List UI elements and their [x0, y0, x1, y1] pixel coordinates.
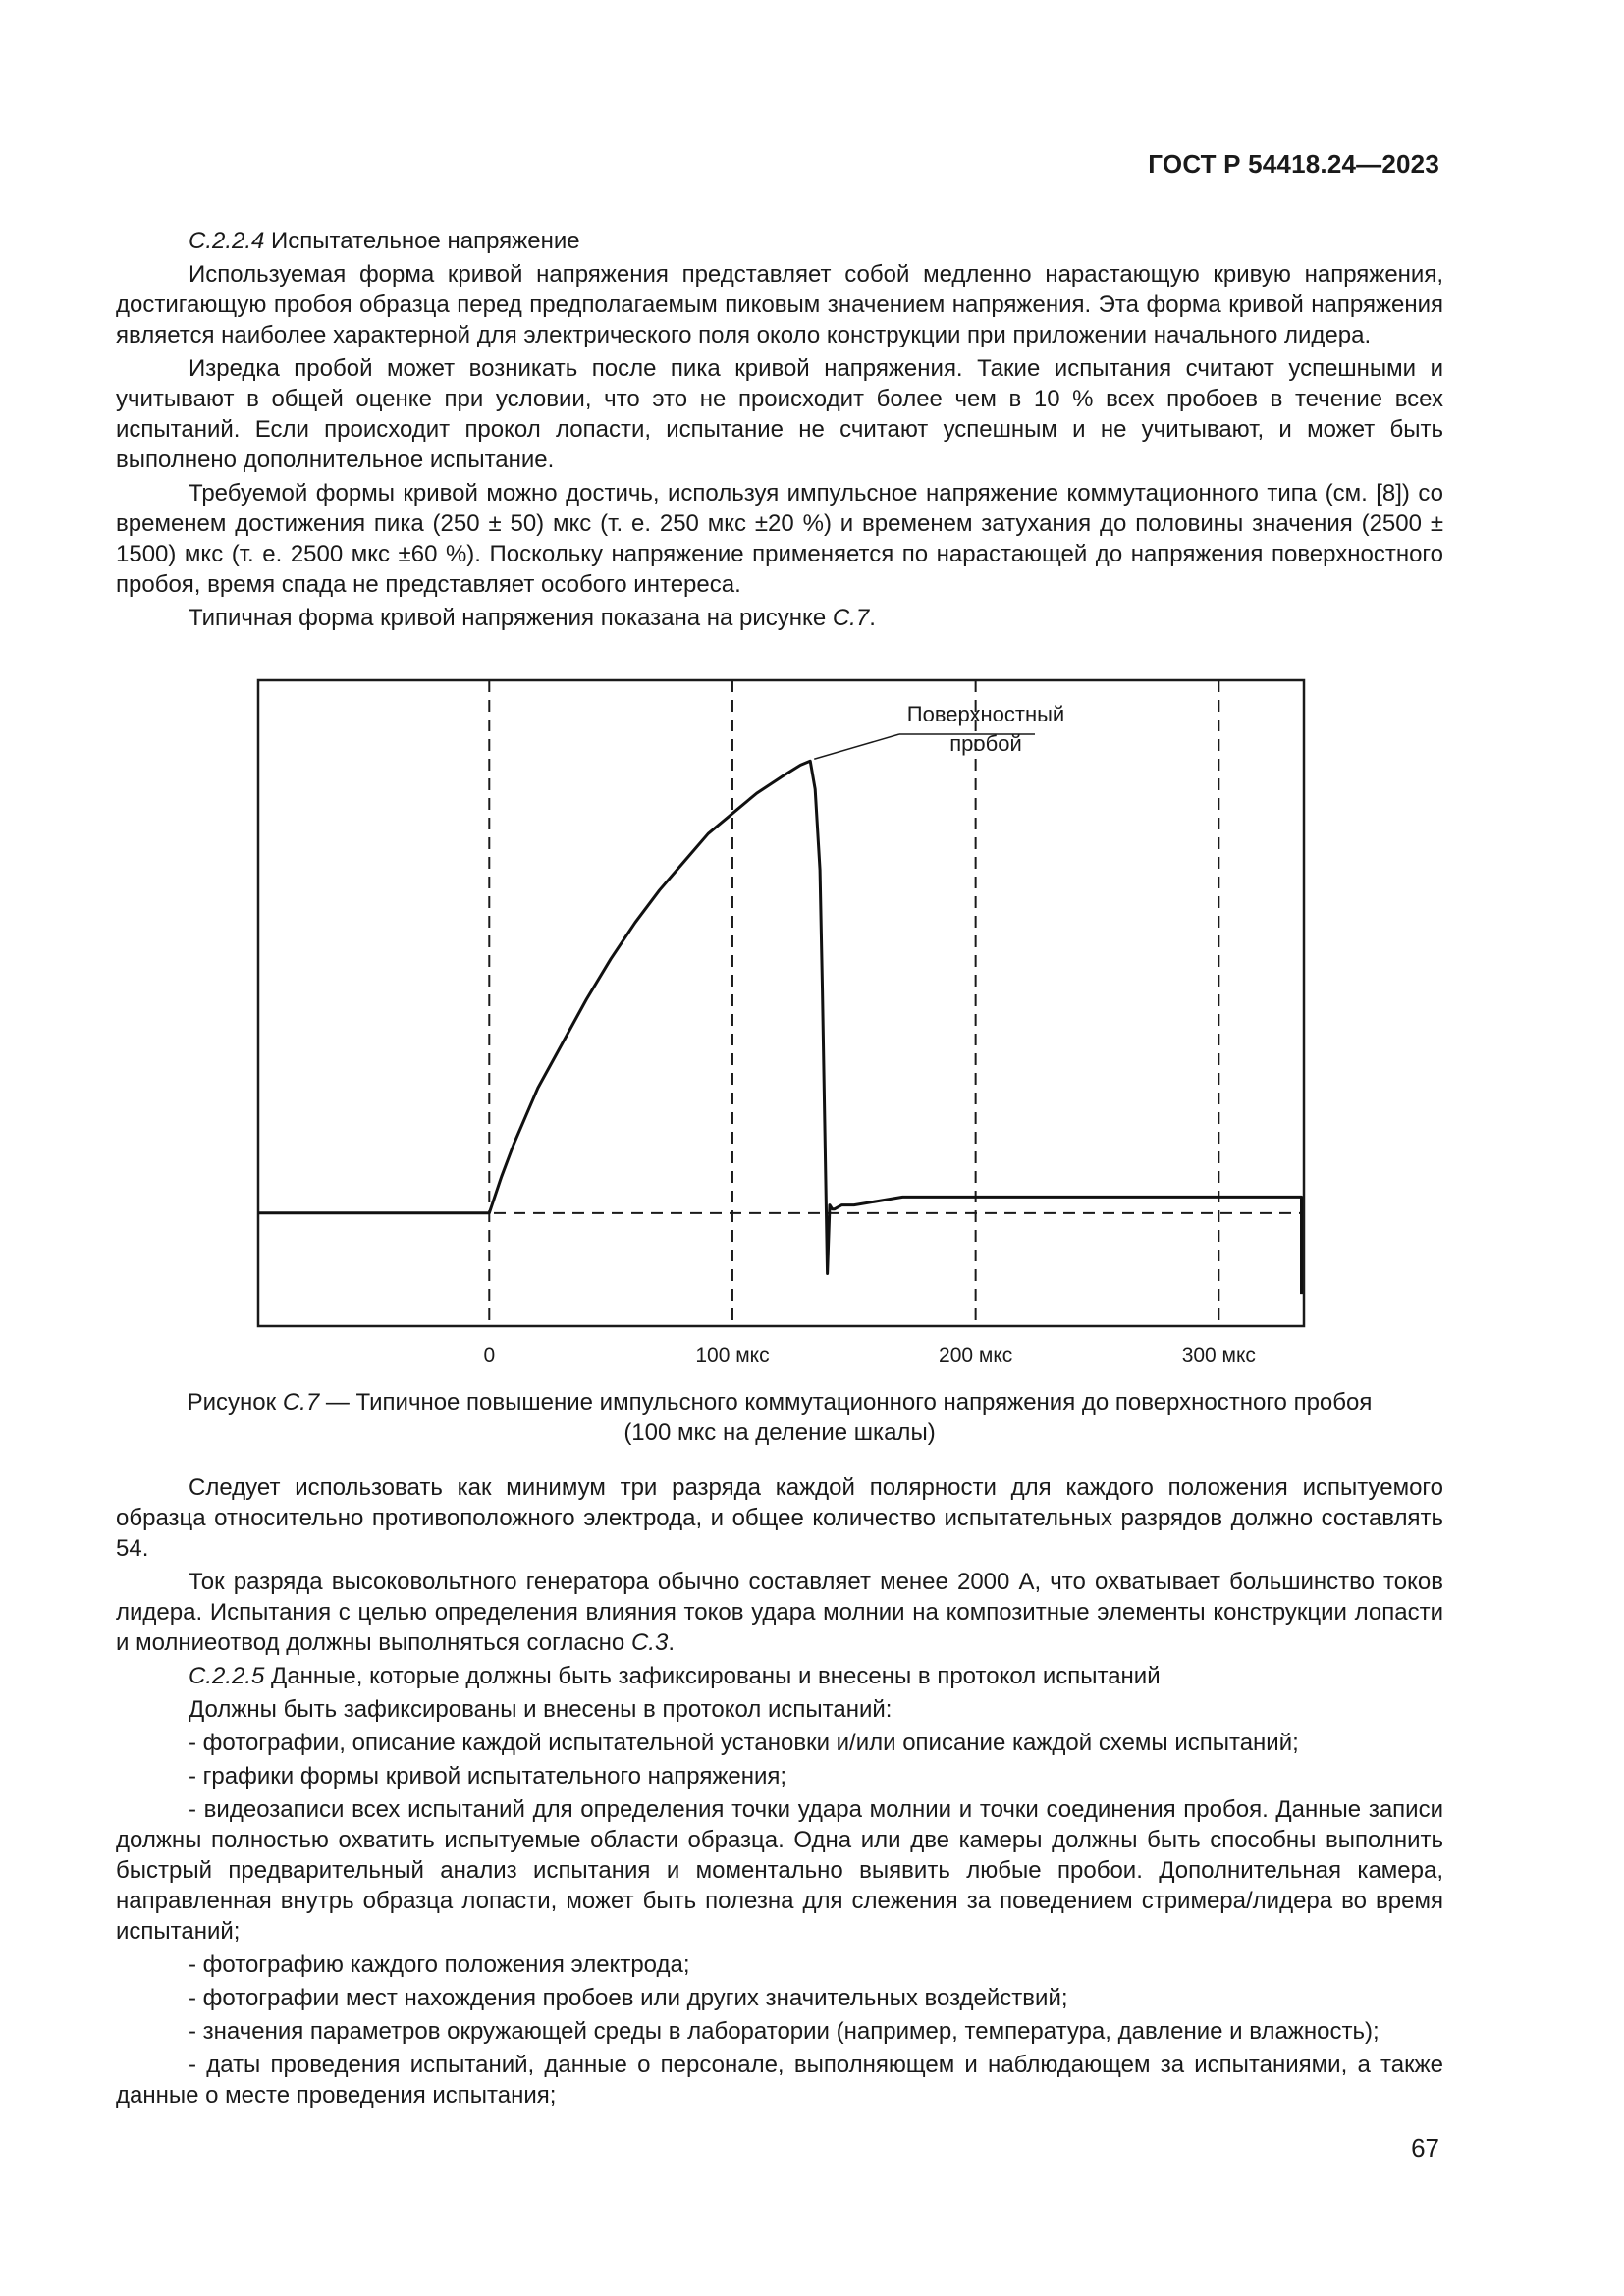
list-item: - фотографии, описание каждой испытательной установки и/или описание каждой схемы испытаний;: [189, 1730, 1299, 1756]
annotation-line1: Поверхностный: [906, 702, 1065, 726]
section-number: С.2.2.4: [189, 228, 265, 254]
figure-caption: [116, 1387, 1443, 1448]
paragraph: Следует использовать как минимум три разряда каждой полярности для каждого положения испытуемого образца относительно противоположного электрода, и общее количество испытательных разрядов должно составлять 54.: [116, 1474, 1443, 1562]
list-item: - фотографию каждого положения электрода;: [189, 1951, 690, 1978]
section-number: С.2.2.5: [189, 1663, 265, 1689]
caption-scale-note: (100 мкс на деление шкалы): [623, 1419, 936, 1446]
caption-text: — Типичное повышение импульсного коммутационного напряжения до поверхностного пробоя: [319, 1389, 1373, 1415]
annotation-leader: [814, 734, 899, 759]
sentence-end: .: [869, 605, 876, 631]
paragraph: [116, 1567, 1443, 1658]
section-reference: С.3: [630, 1629, 669, 1656]
caption-prefix: Рисунок: [187, 1389, 283, 1415]
x-tick-label: 300 мкс: [1181, 1344, 1256, 1366]
paragraph: Требуемой формы кривой можно достичь, используя импульсное напряжение коммутационного типа (см. [8]) со временем достижения пика (250 ± 50) мкс (т. е. 250 мкс ±20 %) и временем затухания до половины значения (2500 ± 1500) мкс (т. е. 2500 мкс ±60 %). Поскольку напряжение применяется по нарастающей до напряжения поверхностного пробоя, время спада не представляет особого интереса.: [116, 480, 1443, 598]
list-intro: Должны быть зафиксированы и внесены в протокол испытаний:: [189, 1696, 893, 1723]
x-tick-label: 100 мкс: [695, 1344, 770, 1366]
section-title: Испытательное напряжение: [264, 228, 580, 254]
paragraph: Изредка пробой может возникать после пика кривой напряжения. Такие испытания считают успешными и учитывают в общей оценке при условии, что это не происходит более чем в 10 % всех пробоев в течение всех испытаний. Если происходит прокол лопасти, испытание не считают успешным и не учитывают, и может быть выполнено дополнительное испытание.: [116, 355, 1443, 473]
section-test-records: [116, 1472, 1443, 2113]
standard-header: ГОСТ Р 54418.24—2023: [1148, 149, 1439, 179]
list-item: - значения параметров окружающей среды в лаборатории (например, температура, давление и влажность);: [189, 2018, 1380, 2045]
list-item: - графики формы кривой испытательного напряжения;: [189, 1763, 787, 1789]
paragraph-text: Ток разряда высоковольтного генератора обычно составляет менее 2000 А, что охватывает большинство токов лидера. Испытания с целью определения влияния токов удара молнии на композитные элементы конструкции лопасти и молниеотвод должны выполняться согласно: [116, 1569, 1443, 1656]
annotation-line2: пробой: [949, 731, 1022, 756]
list-item: - даты проведения испытаний, данные о персонале, выполняющем и наблюдающем за испытаниями, а также данные о месте проведения испытания;: [116, 2052, 1443, 2109]
list-item: - фотографии мест нахождения пробоев или других значительных воздействий;: [189, 1985, 1068, 2011]
records-list: [116, 1728, 1443, 2110]
section-title: Данные, которые должны быть зафиксированы и внесены в протокол испытаний: [264, 1663, 1161, 1689]
section-heading: [116, 1661, 1443, 1691]
x-tick-label: 0: [483, 1344, 496, 1366]
figure-reference-text: Типичная форма кривой напряжения показана на рисунке: [189, 605, 833, 631]
paragraph: Используемая форма кривой напряжения представляет собой медленно нарастающую кривую напряжения, достигающую пробоя образца перед предполагаемым пиковым значением напряжения. Эта форма кривой напряжения является наиболее характерной для электрического поля около конструкции при приложении начального лидера.: [116, 261, 1443, 348]
figure-reference: С.7: [832, 605, 870, 631]
list-item: - видеозаписи всех испытаний для определения точки удара молнии и точки соединения пробоя. Данные записи должны полностью охватить испытуемые области образца. Одна или две камеры должны быть способны выполнить быстрый предварительный анализ испытания и моментально выявить любые пробои. Дополнительная камера, направленная внутрь образца лопасти, может быть полезна для слежения за поведением стримера/лидера во время испытаний;: [116, 1796, 1443, 1945]
sentence-end: .: [668, 1629, 675, 1656]
caption-figure-number: С.7: [282, 1389, 320, 1415]
x-tick-label: 200 мкс: [939, 1344, 1013, 1366]
page-number: 67: [1411, 2133, 1439, 2163]
